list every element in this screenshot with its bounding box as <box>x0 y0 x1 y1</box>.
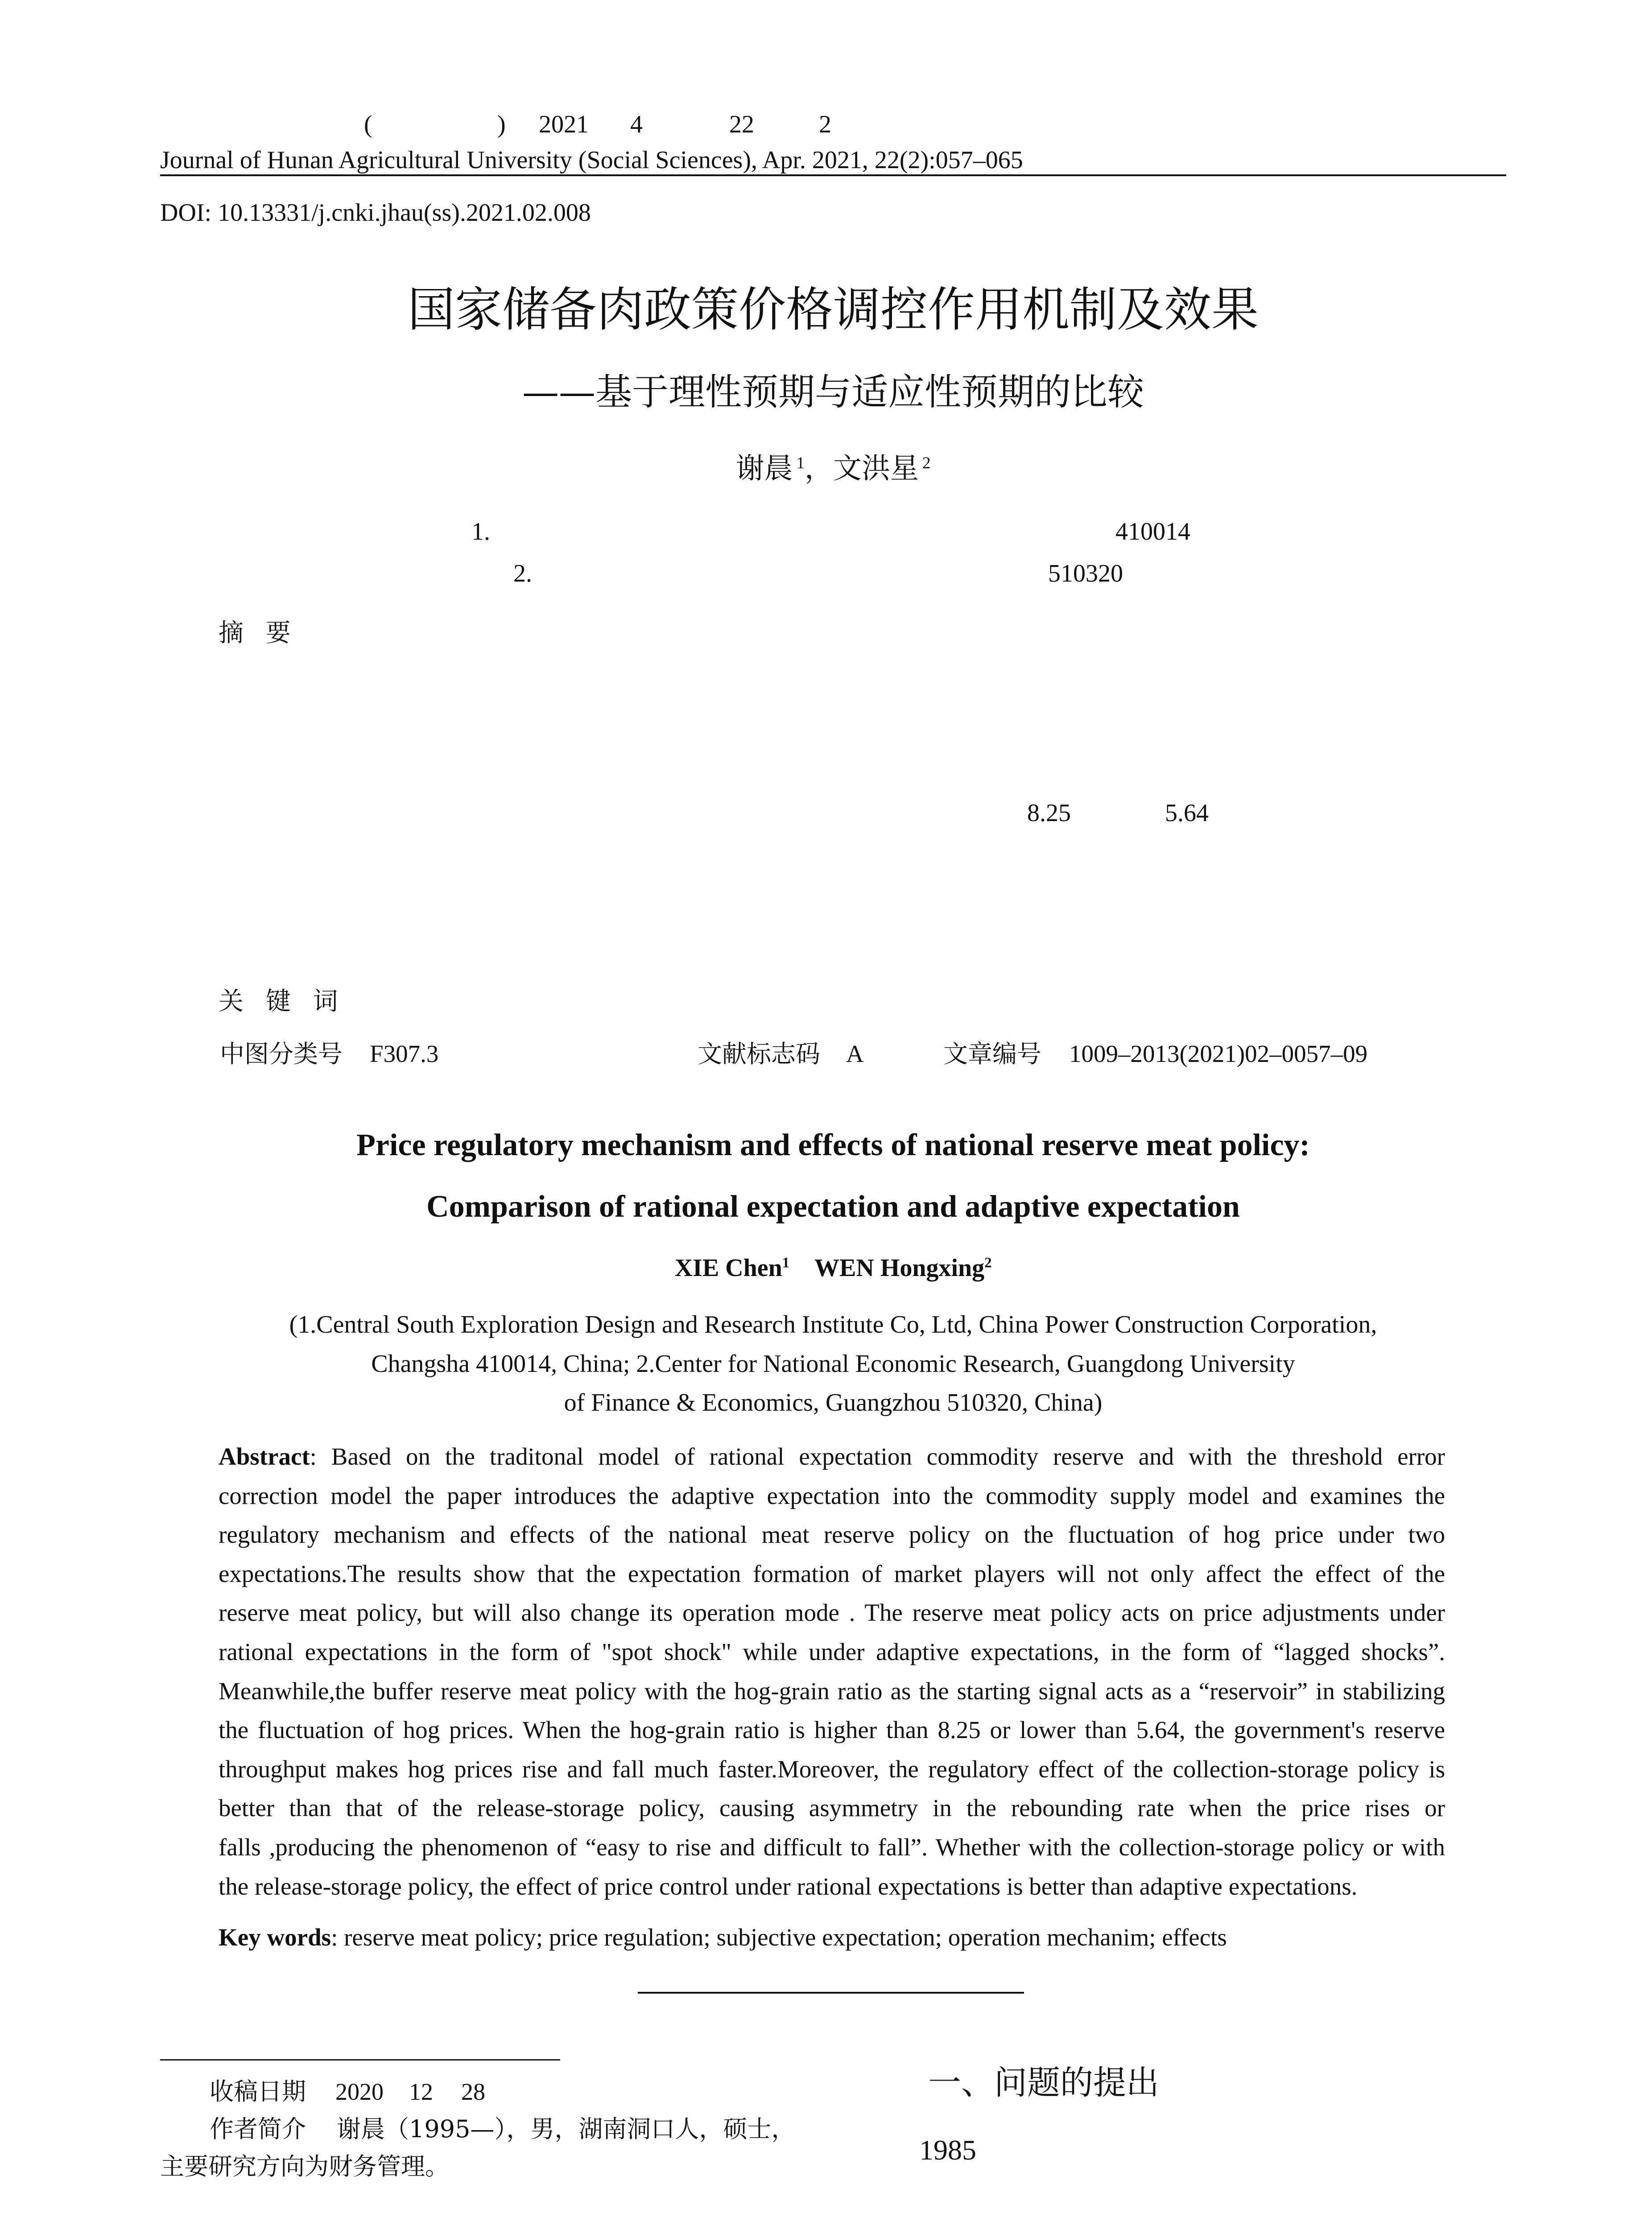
abstract-value: 8.25 <box>1027 799 1071 827</box>
abstract-line: expectations.The results show that the expectation formation of market players will not only affect the effect of the <box>219 1560 1445 1587</box>
doc-code-label: 文献标志码 <box>698 1040 821 1068</box>
issue-number: 2 <box>819 111 831 138</box>
received-month: 12 <box>409 2078 433 2105</box>
article-number-value: 1009–2013(2021)02–0057–09 <box>1069 1040 1368 1067</box>
clc-value: F307.3 <box>370 1040 439 1067</box>
author-info-text: 谢晨（1995—），男，湖南洞口人，硕士， <box>337 2115 796 2143</box>
author-info-label: 作者简介 <box>210 2115 306 2143</box>
abstract-line: reserve meat policy, but will also change its operation mode . The reserve meat policy acts on price adjustments under <box>219 1599 1445 1627</box>
issue-info-part: ) <box>497 111 506 138</box>
affiliation-index: 1. <box>471 518 490 545</box>
affiliation-line: of Finance & Economics, Guangzhou 510320, China) <box>564 1389 1103 1416</box>
affiliation-mark: 1 <box>796 454 805 472</box>
affiliation-index: 2. <box>513 560 532 587</box>
affiliation-mark: 1 <box>782 1255 789 1271</box>
abstract-label: Abstract <box>219 1443 310 1470</box>
abstract-line <box>219 1437 1445 1476</box>
abstract-line: the fluctuation of hog prices. When the hog-grain ratio is higher than 8.25 or lower than 5.64, the government's reserve <box>219 1716 1445 1744</box>
affiliation-line: (1.Central South Exploration Design and Research Institute Co, Ltd, China Power Construction Corporation, <box>289 1311 1377 1338</box>
affiliation-mark: 2 <box>984 1255 992 1271</box>
abstract-line: the release-storage policy, the effect of price control under rational expectations is better than adaptive expectations. <box>219 1872 1358 1900</box>
author-name: WEN Hongxing <box>814 1254 985 1282</box>
abstract-line: Meanwhile,the buffer reserve meat policy with the hog-grain ratio as the starting signal acts as a “reservoir” in stabilizing <box>219 1677 1445 1705</box>
title-english-line: Comparison of rational expectation and adaptive expectation <box>426 1189 1240 1224</box>
abstract-value: 5.64 <box>1165 799 1209 827</box>
body-text: 1985 <box>919 2134 976 2166</box>
author-name: 文洪星 <box>833 452 919 485</box>
issue-month: 4 <box>630 111 643 138</box>
abstract-english <box>219 1437 1445 1906</box>
clc-label: 中图分类号 <box>220 1040 343 1068</box>
author-name: 谢晨 <box>735 452 793 485</box>
author-info-text: 主要研究方向为财务管理。 <box>160 2152 449 2180</box>
article-number-label: 文章编号 <box>943 1040 1042 1068</box>
authors-chinese <box>160 451 1506 487</box>
affiliation-postcode: 510320 <box>1048 560 1123 587</box>
section-heading: 一、问题的提出 <box>928 2064 1159 2102</box>
doi: DOI: 10.13331/j.cnki.jhau(ss).2021.02.008 <box>160 199 591 227</box>
subtitle-chinese: ——基于理性预期与适应性预期的比较 <box>522 371 1144 413</box>
affiliation-mark: 2 <box>922 454 931 472</box>
issue-info-part: ( <box>364 111 372 138</box>
received-date-label: 收稿日期 <box>210 2077 306 2106</box>
affiliation-postcode: 410014 <box>1115 518 1190 545</box>
abstract-line: falls ,producing the phenomenon of “easy to rise and difficult to fall”. Whether with the collection-storage policy or with <box>219 1833 1445 1861</box>
abstract-line: rational expectations in the form of "spot shock" while under adaptive expectations, in the form of “lagged shocks”. <box>219 1638 1445 1665</box>
abstract-line: better than that of the release-storage policy, causing asymmetry in the rebounding rate when the price rises or <box>219 1794 1445 1822</box>
issue-volume: 22 <box>729 111 754 138</box>
abstract-label-chinese: 摘 要 <box>219 619 291 648</box>
author-separator: ， <box>805 452 833 485</box>
affiliations-english <box>160 1305 1506 1423</box>
doc-code-value: A <box>846 1040 864 1067</box>
title-chinese: 国家储备肉政策价格调控作用机制及效果 <box>408 282 1259 337</box>
abstract-line: regulatory mechanism and effects of the national meat reserve policy on the fluctuation of hog price under two <box>219 1521 1445 1549</box>
authors-english <box>160 1253 1506 1283</box>
section-divider <box>638 1992 1024 1994</box>
author-name: XIE Chen <box>674 1254 782 1282</box>
abstract-line: correction model the paper introduces the adaptive expectation into the commodity supply model and examines the <box>219 1482 1445 1509</box>
keywords-label-chinese: 关 键 词 <box>219 987 338 1016</box>
keywords-english <box>219 1918 1445 1957</box>
issue-year: 2021 <box>539 111 589 138</box>
header-divider <box>160 174 1506 176</box>
keywords-label: Key words <box>219 1924 331 1951</box>
journal-citation: Journal of Hunan Agricultural University (Social Sciences), Apr. 2021, 22(2):057–065 <box>160 146 1023 174</box>
abstract-line-text: : Based on the traditonal model of rational expectation commodity reserve and with the threshold error <box>310 1443 1445 1470</box>
keywords-text: : reserve meat policy; price regulation; subjective expectation; operation mechanim; effects <box>331 1924 1227 1951</box>
received-year: 2020 <box>335 2078 384 2105</box>
received-day: 28 <box>461 2078 485 2105</box>
title-english-line: Price regulatory mechanism and effects of national reserve meat policy: <box>356 1128 1310 1162</box>
footnote-divider <box>160 2059 560 2061</box>
affiliation-line: Changsha 410014, China; 2.Center for National Economic Research, Guangdong University <box>371 1350 1295 1378</box>
abstract-line: throughput makes hog prices rise and fall much faster.Moreover, the regulatory effect of the collection-storage policy is <box>219 1755 1445 1783</box>
